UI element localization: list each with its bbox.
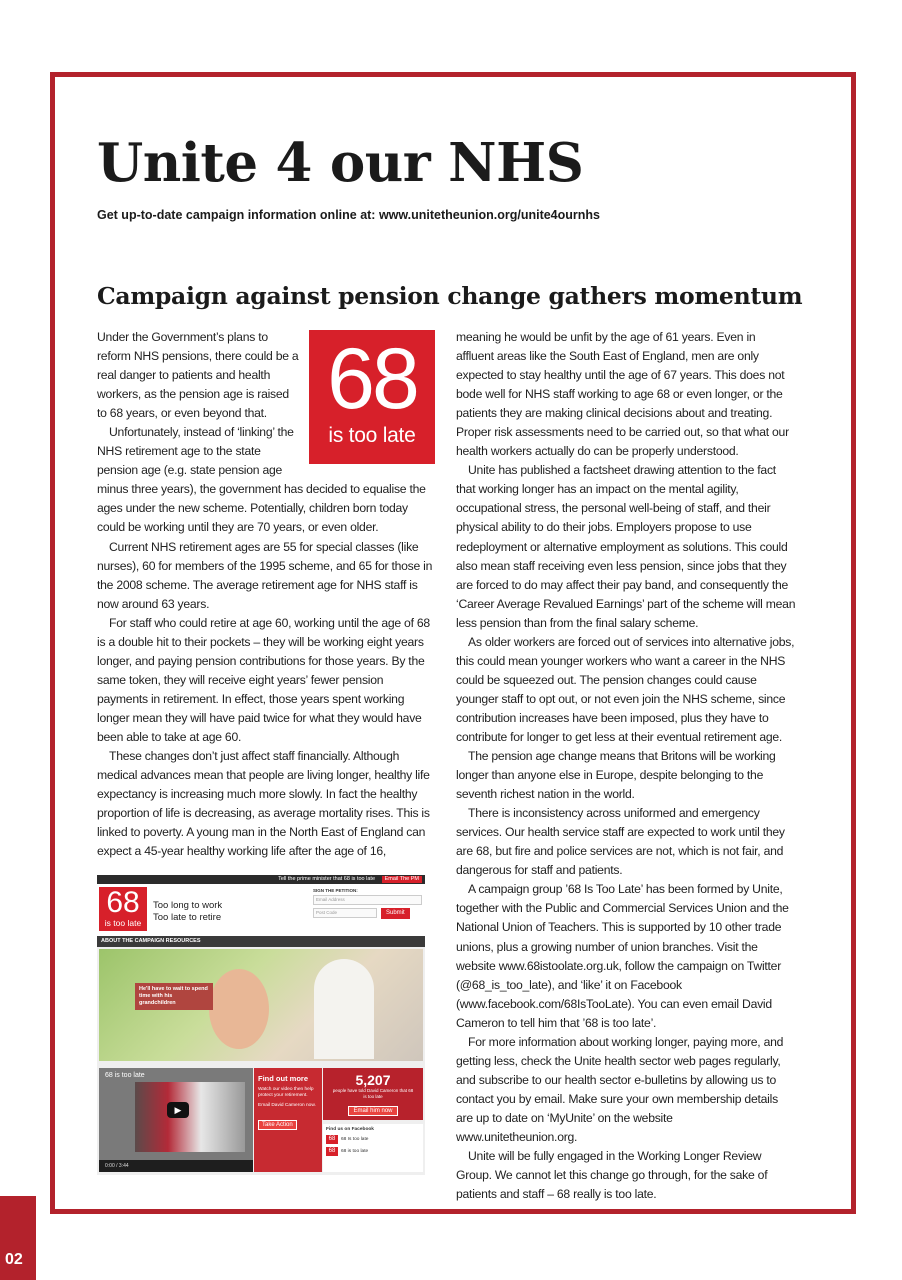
campaign-link-text: Get up-to-date campaign information online at: www.unitetheunion.org/unite4ournhs bbox=[97, 208, 600, 222]
page-number: 02 bbox=[5, 1251, 23, 1268]
counter-text: people have told David Cameron that 68 is too late bbox=[332, 1088, 414, 1099]
counter-panel bbox=[323, 1068, 423, 1120]
counter-value: 5,207 bbox=[355, 1072, 391, 1088]
paragraph: There is inconsistency across uniformed and emergency services. Our health service staff are expected to work until they are 68, but fire and police services are not, which is not fair, and dangerous for staff and patients. bbox=[456, 806, 785, 878]
paragraph: The pension age change means that Britons will be working longer than anyone else in Europe, despite belonging to the seventh richest nation in the world. bbox=[456, 749, 776, 802]
find-out-more-panel bbox=[254, 1068, 322, 1172]
paragraph: Unfortunately, instead of ‘linking’ the NHS retirement age to the state pension age (e.g. state pension age minus three years), the government has decided to equalise the ages under the new scheme. Potentially, children born today could be working until they are 70 years, or even older. bbox=[97, 425, 426, 535]
tagline-line-2: Too late to retire bbox=[153, 912, 222, 923]
facebook-item-label: 68 Is too late bbox=[341, 1137, 369, 1142]
site-logo-text: is too late bbox=[104, 918, 142, 928]
facebook-heading: Find us on Facebook bbox=[326, 1127, 374, 1132]
topbar-message: Tell the prime minister that 68 is too late bbox=[278, 876, 375, 882]
facebook-panel bbox=[323, 1124, 423, 1172]
site-topbar bbox=[97, 875, 425, 884]
site-tagline bbox=[153, 900, 222, 924]
site-nav: ABOUT THE CAMPAIGN RESOURCES bbox=[97, 936, 425, 947]
logo-text: is too late bbox=[328, 424, 416, 447]
tagline-line-1: Too long to work bbox=[153, 900, 223, 911]
logo-number: 68 bbox=[327, 331, 417, 427]
paragraph: For staff who could retire at age 60, working until the age of 68 is a double hit to their pockets – they will be working eight years longer, and paying pension contributions for those years. By the same token, they will receive eight years’ fewer pension payments in retirement. In effect, those years spent working longer mean they will have paid twice for what they would have been able to take at age 60. bbox=[97, 615, 430, 744]
facebook-item bbox=[326, 1135, 420, 1144]
email-pm-button: Email The PM bbox=[382, 876, 422, 883]
facebook-item bbox=[326, 1147, 420, 1156]
hero-caption: He'll have to wait to spend time with his grandchildren bbox=[135, 983, 213, 1010]
paragraph: Unite will be fully engaged in the Working Longer Review Group. We cannot let this change go through, for the sake of patients and staff – 68 really is too late. bbox=[456, 1149, 768, 1202]
paragraph: Under the Government’s plans to reform NHS pensions, there could be a real danger to patients and health workers, as the pension age is raised to 68 years, or even beyond that. bbox=[97, 330, 299, 421]
video-player bbox=[99, 1068, 253, 1172]
petition-form bbox=[313, 888, 422, 921]
page-title: Unite 4 our NHS bbox=[97, 132, 584, 194]
campaign-website-screenshot bbox=[97, 875, 425, 1175]
video-controls: 0:00 / 3:44 bbox=[99, 1160, 253, 1172]
site-header bbox=[97, 884, 425, 936]
grandparent-figure bbox=[314, 959, 374, 1059]
article-column-right bbox=[456, 328, 796, 1204]
paragraph: Unite has published a factsheet drawing attention to the fact that working longer has an impact on the mental agility, occupational stress, the personal well-being of staff, and their physical ability to do their jobs. Employers propose to use redeployment or alternative employment as solutions. This could also mean staff receiving even less pension, since jobs that they are forced to do may affect their pay band, and consequently the ‘Career Average Revalued Earnings’ part of the scheme will mean less pension than from the final salary scheme. bbox=[456, 463, 796, 630]
facebook-item-icon: 68 bbox=[326, 1135, 338, 1144]
find-out-heading: Find out more bbox=[258, 1074, 308, 1083]
facebook-item-label: 68 is too late bbox=[341, 1149, 369, 1154]
find-out-body: Watch our video then help protect your retirement. bbox=[258, 1087, 314, 1098]
petition-label: SIGN THE PETITION: bbox=[313, 888, 358, 893]
site-logo-number: 68 bbox=[106, 886, 140, 919]
video-frame bbox=[135, 1082, 245, 1152]
paragraph: meaning he would be unfit by the age of 61 years. Even in affluent areas like the South East of England, men are only expected to stay healthy until the age of 67 years. This does not bode well for NHS staff working to age 68 or even longer, or the patients they are making clinical decisions about and treating. Proper risk assessments need to be carried out, so that what our health workers actually do can be properly understood. bbox=[456, 330, 789, 459]
submit-button: Submit bbox=[381, 908, 410, 919]
facebook-item-icon: 68 bbox=[326, 1147, 338, 1156]
68-is-too-late-logo bbox=[309, 330, 435, 464]
article-headline: Campaign against pension change gathers momentum bbox=[97, 282, 803, 310]
paragraph: Current NHS retirement ages are 55 for special classes (like nurses), 60 for members of the 1995 scheme, and 65 for those in the 2008 scheme. The average retirement age for NHS staff is now around 63 years. bbox=[97, 539, 433, 611]
video-title: 68 is too late bbox=[105, 1072, 145, 1079]
email-him-button: Email him now bbox=[348, 1106, 397, 1116]
paragraph: As older workers are forced out of services into alternative jobs, this could mean younger workers who want a career in the NHS could be squeezed out. The pension changes could cause younger staff to opt out, or not even join the NHS scheme, since contribution increases have been imposed, plus they have to contribute for longer to get less at their eventual retirement age. bbox=[456, 634, 795, 744]
child-figure bbox=[209, 969, 269, 1049]
paragraph: These changes don’t just affect staff financially. Although medical advances mean that people are living longer, healthy life expectancy is increasing much more slowly. In fact the healthy proportion of life is decreasing, as average mortality rises. This is linked to poverty. A young man in the North East of England can expect a 45-year healthy working life after the age of 16, bbox=[97, 749, 430, 859]
postcode-field: Post Code bbox=[313, 908, 377, 918]
find-out-body-2: Email David Cameron now. bbox=[258, 1103, 316, 1108]
article-column-left bbox=[97, 328, 435, 861]
email-field: Email Address bbox=[313, 895, 422, 905]
site-logo bbox=[99, 887, 147, 931]
take-action-button: Take Action bbox=[258, 1120, 297, 1130]
hero-image bbox=[99, 949, 423, 1061]
play-icon: ▶ bbox=[167, 1102, 189, 1118]
paragraph: For more information about working longer, paying more, and getting less, check the Unite health sector web pages regularly, and subscribe to our health sector e-bulletins by allowing us to contact you by email. Make sure your own membership details are up to date on ‘MyUnite’ on the website www.unitetheunion.org. bbox=[456, 1034, 784, 1144]
paragraph: A campaign group ’68 Is Too Late’ has been formed by Unite, together with the Public and Commercial Services Union and the National Union of Teachers. This is supported by 10 other trade unions, plus a growing number of union branches. Visit the website www.68istoolate.org.uk, follow the campaign on Twitter (@68_is_too_late), and ‘like’ it on Facebook (www.facebook.com/68IsTooLate). You can even email David Cameron to tell him that ’68 is too late’. bbox=[456, 882, 789, 1030]
